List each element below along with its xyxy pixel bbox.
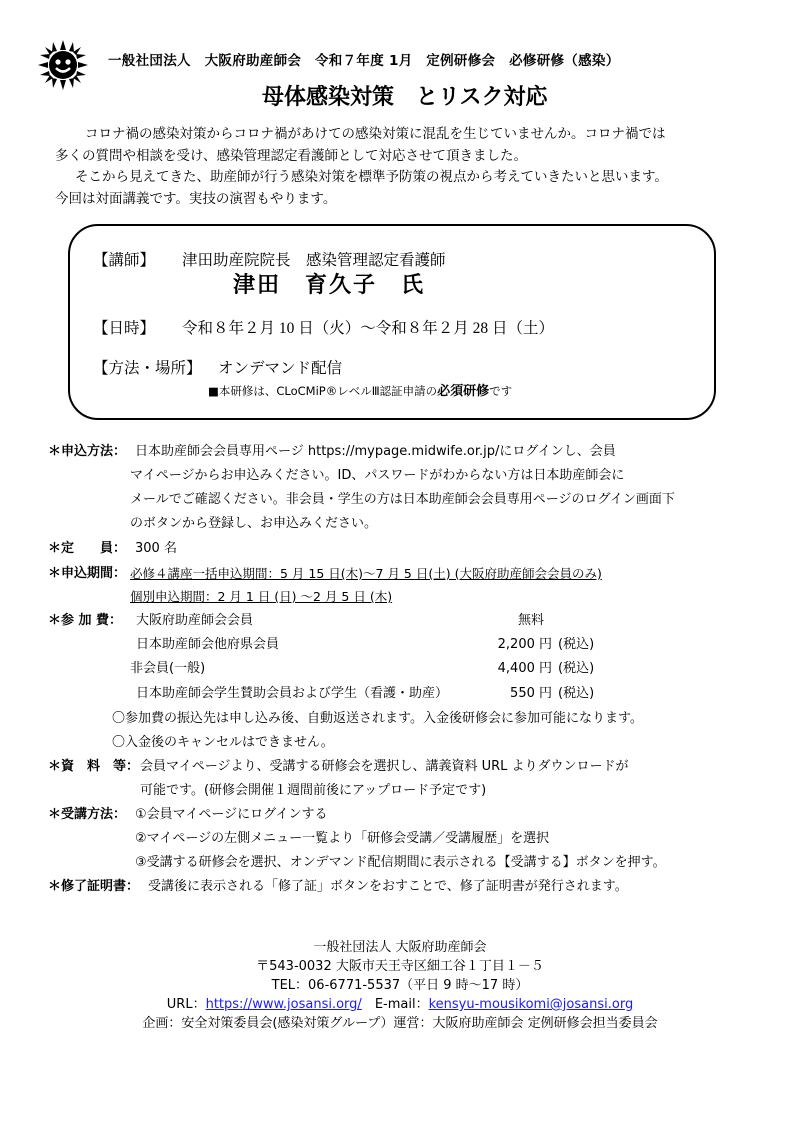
method-label: 【方法・場所】 [93,360,202,377]
lecturer-title: 津田助産院院長 感染管理認定看護師 [182,252,446,269]
footer-address: 〒543-0032 大阪市天王寺区細工谷１丁目１－５ [256,959,544,974]
fee-amount: 550 円 [510,686,552,701]
website-link[interactable]: https://www.josansi.org/ [205,997,362,1012]
intro-line: そこから見えてきた、助産師が行う感染対策を標準予防策の視点から考えていきたいと思います。 [75,169,668,185]
attend-step: ③受講する研修会を選択、オンデマンド配信期間に表示される【受講する】ボタンを押す。 [135,855,666,870]
fee-name: 日本助産師会他府県会員 [136,637,280,652]
footer-plan: 企画：安全対策委員会(感染対策グループ）運営：大阪府助産師会 定例研修会担当委員会 [142,1016,658,1031]
attend-step: ①会員マイページにログインする [135,807,328,822]
period-bulk: 必修４講座一括申込期間：5 月 15 日(木)～7 月 5 日(土) (大阪府助産師会会員のみ) [130,566,602,581]
fee-amount: 2,200 円 [497,637,552,652]
intro-line: コロナ禍の感染対策からコロナ禍があけての感染対策に混乱を生じていませんか。コロナ禍では [85,126,666,142]
note-suffix: です [489,384,513,398]
materials-line: 可能です。(研修会開催１週間前後にアップロード予定です) [140,783,487,798]
fee-note: 〇入金後のキャンセルはできません。 [112,735,334,750]
apply-line: 日本助産師会会員専用ページ https://mypage.midwife.or.jp/にログインし、会員 [135,444,616,459]
fee-tax: (税込) [558,637,595,652]
fee-note: 〇参加費の振込先は申し込み後、自動返送されます。入金後研修会に参加可能になります。 [112,711,643,726]
footer-tel: TEL：06-6771-5537（平日 9 時～17 時） [271,978,529,993]
capacity-value: 300 名 [135,541,177,556]
fee-tax: (税込) [558,686,595,701]
capacity-label: ＊定 員： [48,541,127,556]
url-label: URL： [166,997,206,1012]
email-link[interactable]: kensyu-mousikomi@josansi.org [428,997,634,1012]
apply-line: メールでご確認ください。非会員・学生の方は日本助産師会会員専用ページのログイン画面下 [130,492,675,507]
fee-name: 非会員(一般) [130,661,206,676]
fees-label: ＊参 加 費： [48,613,123,628]
date-label: 【日時】 [93,320,156,337]
period-label: ＊申込期間： [48,566,127,581]
sun-logo-icon [38,40,88,90]
footer-org: 一般社団法人 大阪府助産師会 [313,940,487,955]
method-value: オンデマンド配信 [218,360,343,377]
intro-line: 今回は対面講義です。実技の演習もやります。 [55,190,337,207]
apply-label: ＊申込方法： [48,444,127,459]
footer [0,938,800,1033]
required-note [208,380,512,399]
period-individual: 個別申込期間：2 月 1 日 (日) ～2 月 5 日 (木) [130,589,393,604]
email-label: E-mail： [374,997,429,1012]
fee-tax: (税込) [558,661,595,676]
footer-links [0,995,800,1014]
materials-label: ＊資 料 等： [48,759,140,774]
note-bold: 必須研修 [437,384,490,399]
intro-text [55,124,775,210]
note-prefix: ■本研修は、CLoCMiP®レベルⅢ認証申請の [208,384,438,398]
fee-name: 大阪府助産師会会員 [136,613,254,628]
fee-amount: 4,400 円 [497,661,552,676]
certificate-text: 受講後に表示される「修了証」ボタンをおすことで、修了証明書が発行されます。 [148,879,628,894]
date-value: 令和８年２月 10 日（火）～令和８年２月 28 日（土） [182,320,555,337]
materials-line: 会員マイページより、受講する研修会を選択し、講義資料 URL よりダウンロードが [140,759,629,774]
apply-line: マイページからお申込みください。ID、パスワードがわからない方は日本助産師会に [130,468,625,483]
intro-line: 多くの質問や相談を受け、感染管理認定看護師として対応させて頂きました。 [55,147,527,164]
fee-name: 日本助産師会学生賛助会員および学生（看護・助産） [136,686,449,701]
event-header: 一般社団法人 大阪府助産師会 令和７年度 1月 定例研修会 必修研修（感染） [108,53,620,69]
apply-line: のボタンから登録し、お申込みください。 [130,516,378,531]
certificate-label: ＊修了証明書： [48,879,140,894]
speaker-name: 津田 育久子 氏 [233,272,426,297]
lecturer-label: 【講師】 [93,252,156,269]
fee-amount: 無料 [518,613,545,628]
page-title: 母体感染対策 とリスク対応 [262,85,548,110]
attend-step: ②マイページの左側メニュー一覧より「研修会受講／受講履歴」を選択 [135,831,550,846]
attend-label: ＊受講方法： [48,807,127,822]
